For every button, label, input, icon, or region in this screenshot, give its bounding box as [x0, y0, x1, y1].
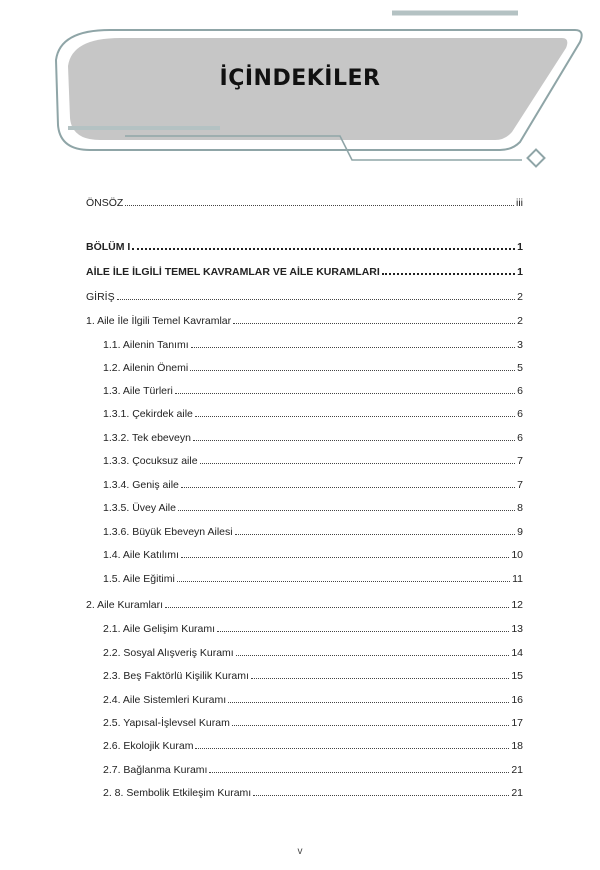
toc-leader-dots: [195, 416, 515, 417]
toc-entry-page: 6: [517, 385, 523, 397]
toc-entry-label: 2.4. Aile Sistemleri Kuramı: [103, 694, 227, 706]
toc-leader-dots: [232, 725, 509, 726]
toc-entry[interactable]: [86, 193, 523, 209]
toc-entry-label: 2.6. Ekolojik Kuram: [103, 740, 194, 752]
toc-entry-page: 11: [512, 573, 523, 585]
toc-entry-label: 1.3.1. Çekirdek aile: [103, 408, 193, 420]
toc-entry-label: BÖLÜM I: [86, 241, 131, 253]
toc-entry[interactable]: [103, 783, 523, 799]
toc-entry-page: 14: [511, 647, 523, 659]
toc-entry[interactable]: [103, 713, 523, 729]
toc-entry-label: 1.3. Aile Türleri: [103, 385, 173, 397]
toc-entry[interactable]: [103, 666, 523, 682]
toc-entry-label: 2. 8. Sembolik Etkileşim Kuramı: [103, 787, 252, 799]
toc-leader-dots: [195, 748, 509, 749]
toc-leader-dots: [209, 772, 509, 773]
toc-entry[interactable]: [86, 262, 523, 278]
toc-entry[interactable]: [103, 381, 523, 397]
toc-leader-dots: [191, 347, 516, 348]
toc-entry[interactable]: [103, 451, 523, 467]
toc-entry-page: 2: [517, 315, 523, 327]
toc-entry-page: 16: [511, 694, 523, 706]
toc-entry-page: 7: [517, 455, 523, 467]
toc-entry-label: AİLE İLE İLGİLİ TEMEL KAVRAMLAR VE AİLE KURAMLARI: [86, 266, 380, 278]
toc-entry[interactable]: [103, 498, 523, 514]
toc-leader-dots: [382, 273, 515, 275]
toc-entry[interactable]: [103, 475, 523, 491]
toc-entry[interactable]: [103, 690, 523, 706]
toc-entry-page: 8: [517, 502, 523, 514]
toc-leader-dots: [132, 248, 515, 250]
toc-entry[interactable]: [103, 619, 523, 635]
toc-entry-label: 1.4. Aile Katılımı: [103, 549, 179, 561]
toc-entry-page: iii: [516, 197, 523, 209]
toc-leader-dots: [165, 607, 509, 608]
toc-entry-label: 1.3.6. Büyük Ebeveyn Ailesi: [103, 526, 233, 538]
toc-leader-dots: [175, 393, 515, 394]
toc-entry-label: 1. Aile İle İlgili Temel Kavramlar: [86, 315, 232, 327]
page-title: İÇİNDEKİLER: [219, 66, 381, 91]
diamond-icon: [528, 150, 545, 167]
toc-entry[interactable]: [103, 428, 523, 444]
toc-entry-page: 6: [517, 408, 523, 420]
toc-leader-dots: [235, 534, 516, 535]
toc-entry-page: 21: [511, 787, 523, 799]
title-banner: [0, 0, 600, 190]
toc-leader-dots: [253, 795, 509, 796]
toc-entry-page: 5: [517, 362, 523, 374]
page-number: v: [297, 846, 303, 857]
toc-entry-label: 1.3.5. Üvey Aile: [103, 502, 176, 514]
toc-entry-page: 13: [511, 623, 523, 635]
toc-entry-label: 1.3.2. Tek ebeveyn: [103, 432, 191, 444]
toc-entry[interactable]: [86, 237, 523, 253]
toc-entry[interactable]: [103, 643, 523, 659]
toc-leader-dots: [200, 463, 516, 464]
toc-entry-label: 1.3.4. Geniş aile: [103, 479, 179, 491]
toc-entry[interactable]: [86, 595, 523, 611]
toc-entry[interactable]: [103, 522, 523, 538]
toc-leader-dots: [181, 487, 515, 488]
toc-entry[interactable]: [103, 760, 523, 776]
toc-entry[interactable]: [86, 311, 523, 327]
toc-leader-dots: [193, 440, 515, 441]
toc-entry-page: 18: [511, 740, 523, 752]
toc-entry-page: 7: [517, 479, 523, 491]
toc-leader-dots: [190, 370, 515, 371]
toc-entry-page: 10: [511, 549, 523, 561]
toc-entry[interactable]: [103, 358, 523, 374]
toc-entry-page: 17: [511, 717, 523, 729]
toc-entry-page: 1: [517, 266, 523, 278]
toc-leader-dots: [181, 557, 509, 558]
toc-entry-label: ÖNSÖZ: [86, 197, 124, 209]
toc-leader-dots: [251, 678, 509, 679]
toc-leader-dots: [236, 655, 510, 656]
toc-entry-page: 15: [511, 670, 523, 682]
toc-entry-page: 6: [517, 432, 523, 444]
toc-entry-label: 2.1. Aile Gelişim Kuramı: [103, 623, 216, 635]
toc-entry-label: 1.5. Aile Eğitimi: [103, 573, 175, 585]
toc-entry-label: 2.7. Bağlanma Kuramı: [103, 764, 208, 776]
toc-leader-dots: [117, 299, 516, 300]
toc-entry[interactable]: [103, 335, 523, 351]
toc-leader-dots: [228, 702, 509, 703]
toc-entry[interactable]: [103, 404, 523, 420]
toc-leader-dots: [178, 510, 515, 511]
toc-entry-label: 2.5. Yapısal-İşlevsel Kuram: [103, 717, 230, 729]
toc-entry-label: 1.2. Ailenin Önemi: [103, 362, 189, 374]
toc-entry[interactable]: [103, 545, 523, 561]
toc-entry-page: 3: [517, 339, 523, 351]
toc-leader-dots: [177, 581, 510, 582]
toc-entry-label: 2.3. Beş Faktörlü Kişilik Kuramı: [103, 670, 249, 682]
toc-entry[interactable]: [103, 736, 523, 752]
toc-entry-page: 9: [517, 526, 523, 538]
toc-entry-page: 1: [517, 241, 523, 253]
toc-entry-label: 2.2. Sosyal Alışveriş Kuramı: [103, 647, 234, 659]
toc-entry-page: 12: [511, 599, 523, 611]
toc-leader-dots: [233, 323, 515, 324]
toc-entry-page: 21: [511, 764, 523, 776]
toc-entry-label: GİRİŞ: [86, 291, 115, 303]
toc-entry-label: 1.3.3. Çocuksuz aile: [103, 455, 198, 467]
toc-entry[interactable]: [86, 287, 523, 303]
toc-entry-label: 1.1. Ailenin Tanımı: [103, 339, 189, 351]
toc-entry[interactable]: [103, 569, 523, 585]
toc-entry-page: 2: [517, 291, 523, 303]
toc-leader-dots: [125, 205, 514, 206]
toc-entry-label: 2. Aile Kuramları: [86, 599, 164, 611]
toc-leader-dots: [217, 631, 509, 632]
